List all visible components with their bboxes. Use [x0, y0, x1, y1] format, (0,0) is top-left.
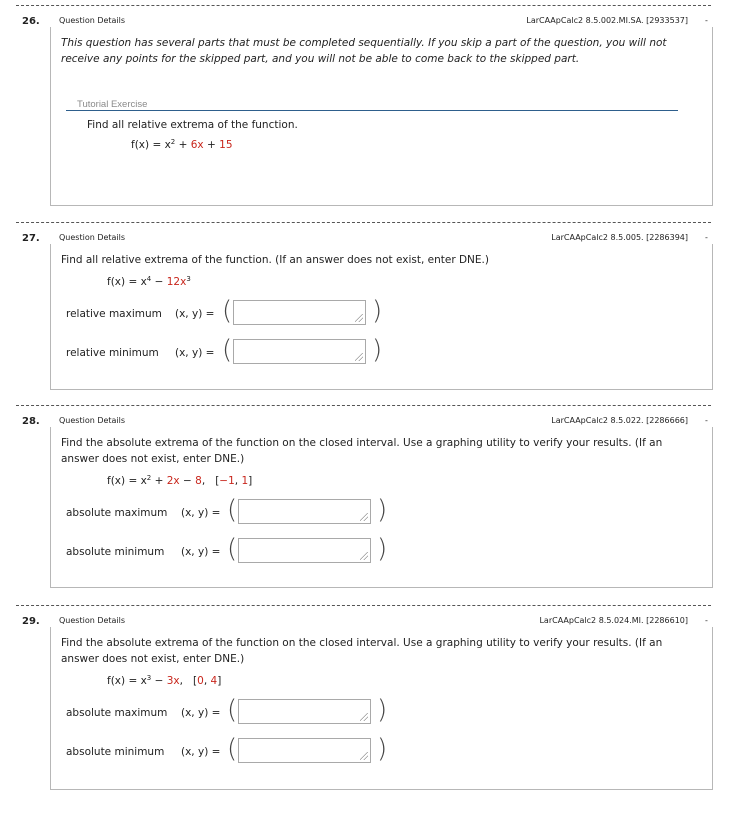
sequential-notice: This question has several parts that must be completed sequentially. If you skip a part of the question, you will not receive any points for the skipped part, and you will not be able to come back to the skipped part.	[61, 37, 667, 65]
answer-row-relative-maximum	[66, 296, 406, 330]
resize-grip-icon[interactable]	[355, 314, 363, 322]
coordinate-label: (x, y) =	[181, 746, 221, 758]
question-prompt: Find all relative extrema of the function. (If an answer does not exist, enter DNE.)	[61, 254, 489, 266]
close-paren: )	[377, 534, 388, 564]
resize-grip-icon[interactable]	[360, 552, 368, 560]
open-paren: (	[227, 695, 238, 725]
question-menu-toggle[interactable]: -	[705, 616, 708, 625]
open-paren: (	[227, 534, 238, 564]
answer-row-absolute-minimum	[66, 534, 416, 568]
question-number: 27.	[22, 233, 40, 244]
coordinate-label: (x, y) =	[175, 347, 215, 359]
close-paren: )	[377, 695, 388, 725]
close-paren: )	[377, 495, 388, 525]
coordinate-label: (x, y) =	[181, 546, 221, 558]
coordinate-label: (x, y) =	[175, 308, 215, 320]
function-expression: $f(x) = x^2 + 2x - 8$, [−1, 1]	[107, 474, 253, 487]
question-details-link[interactable]: Question Details	[59, 416, 126, 425]
function-expression: $f(x) = x^2 + 6x + 15$	[131, 138, 233, 151]
question-details-link[interactable]: Question Details	[59, 233, 126, 242]
resize-grip-icon[interactable]	[360, 713, 368, 721]
answer-row-absolute-minimum	[66, 734, 416, 768]
resize-grip-icon[interactable]	[360, 752, 368, 760]
open-paren: (	[222, 335, 233, 365]
coordinate-label: (x, y) =	[181, 707, 221, 719]
question-menu-toggle[interactable]: -	[705, 233, 708, 242]
open-paren: (	[222, 296, 233, 326]
answer-label: relative maximum	[66, 308, 162, 320]
absolute-maximum-input[interactable]	[238, 699, 371, 724]
question-reference: LarCAApCalc2 8.5.005. [2286394]	[551, 233, 688, 242]
answer-label: absolute maximum	[66, 707, 168, 719]
resize-grip-icon[interactable]	[360, 513, 368, 521]
answer-row-absolute-maximum	[66, 495, 416, 529]
answer-label: relative minimum	[66, 347, 159, 359]
question-prompt: Find the absolute extrema of the function on the closed interval. Use a graphing utility to verify your results. (If an answer does not exist, enter DNE.)	[61, 437, 663, 465]
question-menu-toggle[interactable]: -	[705, 16, 708, 25]
open-paren: (	[227, 495, 238, 525]
question-menu-toggle[interactable]: -	[705, 416, 708, 425]
absolute-minimum-input[interactable]	[238, 538, 371, 563]
relative-maximum-input[interactable]	[233, 300, 366, 325]
question-reference: LarCAApCalc2 8.5.024.MI. [2286610]	[539, 616, 688, 625]
question-separator	[16, 222, 711, 223]
answer-label: absolute maximum	[66, 507, 168, 519]
tutorial-divider	[66, 110, 678, 111]
question-details-link[interactable]: Question Details	[59, 616, 126, 625]
close-paren: )	[377, 734, 388, 764]
close-paren: )	[372, 296, 383, 326]
answer-row-relative-minimum	[66, 335, 406, 369]
relative-minimum-input[interactable]	[233, 339, 366, 364]
question-number: 29.	[22, 616, 40, 627]
question-separator	[16, 605, 711, 606]
question-prompt: Find all relative extrema of the function.	[87, 119, 298, 131]
question-separator	[16, 5, 711, 6]
question-details-link[interactable]: Question Details	[59, 16, 126, 25]
tutorial-title: Tutorial Exercise	[77, 99, 148, 110]
question-reference: LarCAApCalc2 8.5.002.MI.SA. [2933537]	[526, 16, 688, 25]
close-paren: )	[372, 335, 383, 365]
coordinate-label: (x, y) =	[181, 507, 221, 519]
question-reference: LarCAApCalc2 8.5.022. [2286666]	[551, 416, 688, 425]
resize-grip-icon[interactable]	[355, 353, 363, 361]
question-number: 28.	[22, 416, 40, 427]
open-paren: (	[227, 734, 238, 764]
question-number: 26.	[22, 16, 40, 27]
absolute-minimum-input[interactable]	[238, 738, 371, 763]
function-expression: $f(x) = x^4 - 12x^3$	[107, 275, 191, 288]
function-expression: $f(x) = x^3 - 3x$, [0, 4]	[107, 674, 222, 687]
absolute-maximum-input[interactable]	[238, 499, 371, 524]
question-prompt: Find the absolute extrema of the function on the closed interval. Use a graphing utility to verify your results. (If an answer does not exist, enter DNE.)	[61, 637, 663, 665]
answer-label: absolute minimum	[66, 746, 165, 758]
question-separator	[16, 405, 711, 406]
answer-row-absolute-maximum	[66, 695, 416, 729]
answer-label: absolute minimum	[66, 546, 165, 558]
